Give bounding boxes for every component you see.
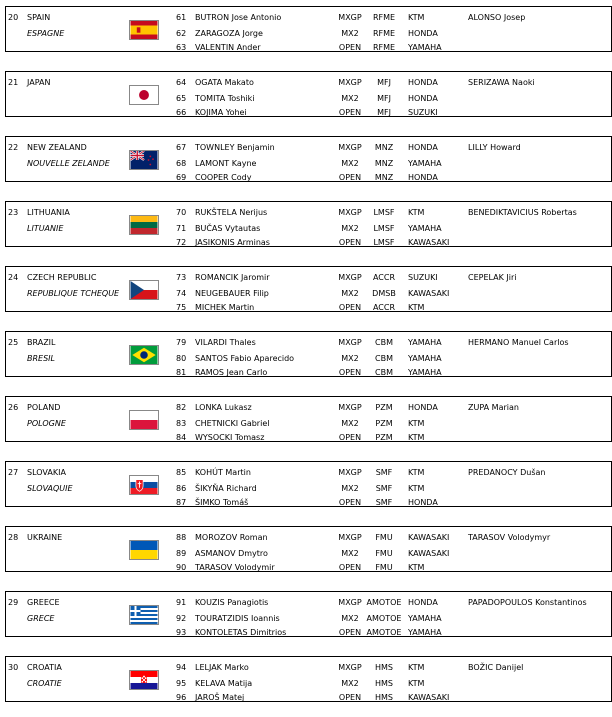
rider-num: 83: [176, 419, 187, 428]
team-rank: 26: [8, 403, 19, 412]
rider-bike: YAMAHA: [408, 614, 442, 623]
country-name: NEW ZEALAND: [27, 143, 87, 152]
team-block: [5, 591, 612, 637]
team-rank: 21: [8, 78, 19, 87]
rider-num: 82: [176, 403, 187, 412]
team-manager: PAPADOPOULOS Konstantinos: [468, 598, 587, 607]
rider-class: MX2: [341, 289, 359, 298]
rider-class: MX2: [341, 29, 359, 38]
rider-num: 96: [176, 693, 187, 702]
rider-num: 69: [176, 173, 187, 182]
team-block: [5, 331, 612, 377]
rider-fed: DMSB: [372, 289, 396, 298]
country-name: GREECE: [27, 598, 60, 607]
rider-num: 84: [176, 433, 187, 442]
team-rank: 25: [8, 338, 19, 347]
rider-class: MXGP: [338, 273, 362, 282]
rider-bike: HONDA: [408, 598, 438, 607]
team-rank: 20: [8, 13, 19, 22]
rider-name: BUTRON Jose Antonio: [195, 13, 282, 22]
team-manager: BOŽIC Danijel: [468, 663, 524, 672]
team-block: [5, 136, 612, 182]
country-name: SLOVAKIA: [27, 468, 66, 477]
rider-num: 95: [176, 679, 187, 688]
rider-name: KELAVA Matija: [195, 679, 253, 688]
rider-num: 89: [176, 549, 187, 558]
country-name-french: POLOGNE: [27, 419, 66, 428]
rider-name: ŠIMKO Tomáš: [195, 498, 249, 507]
rider-num: 79: [176, 338, 187, 347]
rider-fed: CBM: [375, 338, 393, 347]
rider-bike: YAMAHA: [408, 354, 442, 363]
rider-num: 62: [176, 29, 187, 38]
rider-bike: KTM: [408, 563, 425, 572]
country-name: LITHUANIA: [27, 208, 70, 217]
rider-bike: SUZUKI: [408, 273, 438, 282]
rider-num: 67: [176, 143, 187, 152]
rider-fed: ACCR: [372, 273, 396, 282]
rider-fed: LMSF: [373, 238, 395, 247]
team-manager: LILLY Howard: [468, 143, 521, 152]
rider-bike: KTM: [408, 468, 425, 477]
rider-bike: KAWASAKI: [408, 693, 450, 702]
rider-fed: MFJ: [377, 108, 391, 117]
rider-fed: SMF: [375, 498, 393, 507]
rider-class: MXGP: [338, 598, 362, 607]
rider-class: MXGP: [338, 338, 362, 347]
rider-num: 73: [176, 273, 187, 282]
country-name-french: ESPAGNE: [27, 29, 65, 38]
country-name-french: SLOVAQUIE: [27, 484, 73, 493]
rider-num: 90: [176, 563, 187, 572]
country-name-french: LITUANIE: [27, 224, 64, 233]
ukraine-flag-icon: [129, 540, 159, 560]
rider-num: 64: [176, 78, 187, 87]
rider-class: MX2: [341, 224, 359, 233]
rider-class: MX2: [341, 94, 359, 103]
rider-num: 87: [176, 498, 187, 507]
rider-num: 68: [176, 159, 187, 168]
rider-fed: RFME: [372, 29, 396, 38]
rider-fed: FMU: [375, 563, 393, 572]
rider-name: SANTOS Fabio Aparecido: [195, 354, 295, 363]
rider-num: 74: [176, 289, 187, 298]
rider-fed: MFJ: [377, 94, 391, 103]
rider-num: 65: [176, 94, 187, 103]
rider-class: MXGP: [338, 13, 362, 22]
rider-bike: YAMAHA: [408, 338, 442, 347]
rider-class: OPEN: [338, 43, 362, 52]
rider-fed: PZM: [375, 433, 393, 442]
rider-class: MX2: [341, 419, 359, 428]
rider-fed: SMF: [375, 468, 393, 477]
rider-name: VILARDI Thales: [195, 338, 256, 347]
rider-bike: YAMAHA: [408, 628, 442, 637]
team-block: [5, 6, 612, 52]
rider-name: COOPER Cody: [195, 173, 252, 182]
rider-fed: MFJ: [377, 78, 391, 87]
rider-bike: KAWASAKI: [408, 533, 450, 542]
rider-bike: YAMAHA: [408, 159, 442, 168]
rider-fed: PZM: [375, 419, 393, 428]
rider-name: KOHÚT Martin: [195, 468, 251, 477]
rider-num: 71: [176, 224, 187, 233]
rider-class: OPEN: [338, 433, 362, 442]
rider-class: OPEN: [338, 238, 362, 247]
rider-bike: KTM: [408, 679, 425, 688]
team-manager: SERIZAWA Naoki: [468, 78, 535, 87]
rider-name: TOWNLEY Benjamin: [195, 143, 275, 152]
team-manager: ALONSO Josep: [468, 13, 526, 22]
team-block: [5, 396, 612, 442]
team-block: [5, 71, 612, 117]
rider-class: OPEN: [338, 628, 362, 637]
rider-class: MX2: [341, 549, 359, 558]
rider-num: 72: [176, 238, 187, 247]
rider-num: 94: [176, 663, 187, 672]
rider-name: TOURATZIDIS Ioannis: [195, 614, 280, 623]
rider-fed: MNZ: [374, 143, 394, 152]
team-manager: TARASOV Volodymyr: [468, 533, 551, 542]
rider-name: OGATA Makato: [195, 78, 254, 87]
rider-fed: RFME: [372, 13, 396, 22]
rider-fed: AMOTOE: [366, 614, 402, 623]
brazil-flag-icon: [129, 345, 159, 365]
rider-fed: FMU: [375, 533, 393, 542]
rider-name: TARASOV Volodymir: [195, 563, 275, 572]
rider-name: NEUGEBAUER Filip: [195, 289, 269, 298]
spain-flag-icon: [129, 20, 159, 40]
rider-fed: LMSF: [373, 208, 395, 217]
team-block: [5, 656, 612, 702]
rider-name: RUKŠTELA Nerijus: [195, 208, 268, 217]
rider-name: TOMITA Toshiki: [195, 94, 255, 103]
team-manager: ZUPA Marian: [468, 403, 519, 412]
rider-num: 91: [176, 598, 187, 607]
rider-name: LONKA Lukasz: [195, 403, 252, 412]
czech-flag-icon: [129, 280, 159, 300]
team-rank: 28: [8, 533, 19, 542]
rider-class: MX2: [341, 354, 359, 363]
rider-fed: HMS: [375, 693, 393, 702]
rider-bike: KTM: [408, 13, 425, 22]
croatia-flag-icon: [129, 670, 159, 690]
rider-class: MX2: [341, 614, 359, 623]
rider-num: 75: [176, 303, 187, 312]
poland-flag-icon: [129, 410, 159, 430]
team-block: [5, 461, 612, 507]
country-name-french: NOUVELLE ZELANDE: [27, 159, 110, 168]
team-manager: BENEDIKTAVICIUS Robertas: [468, 208, 577, 217]
rider-num: 88: [176, 533, 187, 542]
rider-fed: ACCR: [372, 303, 396, 312]
rider-name: KONTOLETAS Dimitrios: [195, 628, 287, 637]
rider-bike: YAMAHA: [408, 224, 442, 233]
rider-bike: KTM: [408, 663, 425, 672]
greece-flag-icon: [129, 605, 159, 625]
rider-class: MXGP: [338, 533, 362, 542]
rider-class: MXGP: [338, 143, 362, 152]
team-rank: 24: [8, 273, 19, 282]
rider-fed: MNZ: [374, 159, 394, 168]
rider-bike: HONDA: [408, 143, 438, 152]
country-name-french: REPUBLIQUE TCHEQUE: [27, 289, 120, 298]
rider-bike: HONDA: [408, 498, 438, 507]
rider-name: LELJAK Marko: [195, 663, 249, 672]
rider-name: ROMANCIK Jaromir: [195, 273, 270, 282]
country-name: CZECH REPUBLIC: [27, 273, 97, 282]
rider-fed: AMOTOE: [366, 598, 402, 607]
country-name-french: BRESIL: [27, 354, 55, 363]
rider-num: 66: [176, 108, 187, 117]
rider-bike: HONDA: [408, 173, 438, 182]
rider-num: 92: [176, 614, 187, 623]
rider-bike: KTM: [408, 419, 425, 428]
rider-bike: YAMAHA: [408, 368, 442, 377]
country-name-french: CROATIE: [27, 679, 62, 688]
rider-name: KOUZIS Panagiotis: [195, 598, 269, 607]
rider-fed: FMU: [375, 549, 393, 558]
team-rank: 23: [8, 208, 19, 217]
rider-fed: CBM: [375, 354, 393, 363]
rider-bike: HONDA: [408, 94, 438, 103]
team-block: [5, 201, 612, 247]
rider-num: 70: [176, 208, 187, 217]
team-rank: 29: [8, 598, 19, 607]
country-name: BRAZIL: [27, 338, 56, 347]
rider-fed: LMSF: [373, 224, 395, 233]
lithuania-flag-icon: [129, 215, 159, 235]
rider-name: MOROZOV Roman: [195, 533, 268, 542]
rider-name: BUČAS Vytautas: [195, 224, 261, 233]
rider-name: CHETNICKI Gabriel: [195, 419, 270, 428]
rider-bike: KAWASAKI: [408, 289, 450, 298]
rider-name: JAROŠ Matej: [195, 693, 245, 702]
rider-class: MX2: [341, 679, 359, 688]
rider-bike: KTM: [408, 208, 425, 217]
rider-class: MXGP: [338, 208, 362, 217]
rider-bike: HONDA: [408, 78, 438, 87]
country-name: UKRAINE: [27, 533, 63, 542]
rider-num: 85: [176, 468, 187, 477]
rider-class: MX2: [341, 484, 359, 493]
rider-fed: SMF: [375, 484, 393, 493]
rider-name: KOJIMA Yohei: [195, 108, 247, 117]
team-rank: 27: [8, 468, 19, 477]
team-rank: 22: [8, 143, 19, 152]
rider-fed: HMS: [375, 679, 393, 688]
slovakia-flag-icon: [129, 475, 159, 495]
rider-bike: KTM: [408, 484, 425, 493]
rider-num: 93: [176, 628, 187, 637]
rider-class: OPEN: [338, 173, 362, 182]
country-name: JAPAN: [27, 78, 51, 87]
rider-num: 81: [176, 368, 187, 377]
rider-bike: KAWASAKI: [408, 238, 450, 247]
team-block: [5, 266, 612, 312]
rider-bike: SUZUKI: [408, 108, 438, 117]
rider-name: MICHEK Martin: [195, 303, 255, 312]
rider-name: RAMOS Jean Carlo: [195, 368, 268, 377]
rider-class: OPEN: [338, 563, 362, 572]
country-name: CROATIA: [27, 663, 62, 672]
rider-class: MXGP: [338, 468, 362, 477]
rider-class: OPEN: [338, 693, 362, 702]
rider-class: OPEN: [338, 368, 362, 377]
rider-fed: HMS: [375, 663, 393, 672]
rider-class: OPEN: [338, 108, 362, 117]
rider-name: VALENTIN Ander: [195, 43, 261, 52]
rider-num: 80: [176, 354, 187, 363]
country-name: POLAND: [27, 403, 61, 412]
rider-bike: YAMAHA: [408, 43, 442, 52]
rider-name: LAMONT Kayne: [195, 159, 257, 168]
rider-bike: HONDA: [408, 29, 438, 38]
new-zealand-flag-icon: [129, 150, 159, 170]
team-manager: HERMANO Manuel Carlos: [468, 338, 569, 347]
rider-class: MXGP: [338, 663, 362, 672]
team-manager: CEPELAK Jiri: [468, 273, 517, 282]
rider-fed: MNZ: [374, 173, 394, 182]
rider-bike: KAWASAKI: [408, 549, 450, 558]
rider-fed: RFME: [372, 43, 396, 52]
rider-name: JASIKONIS Arminas: [195, 238, 270, 247]
team-rank: 30: [8, 663, 19, 672]
rider-class: MXGP: [338, 403, 362, 412]
rider-num: 86: [176, 484, 187, 493]
team-manager: PREDANOCY Dušan: [468, 468, 546, 477]
country-name: SPAIN: [27, 13, 51, 22]
rider-bike: HONDA: [408, 403, 438, 412]
rider-name: WYSOCKI Tomasz: [195, 433, 265, 442]
rider-fed: CBM: [375, 368, 393, 377]
team-block: [5, 526, 612, 572]
rider-name: ASMANOV Dmytro: [195, 549, 268, 558]
rider-class: MXGP: [338, 78, 362, 87]
japan-flag-icon: [129, 85, 159, 105]
rider-bike: KTM: [408, 433, 425, 442]
country-name-french: GRECE: [27, 614, 55, 623]
rider-name: ŠIKYŇA Richard: [195, 484, 257, 493]
rider-fed: PZM: [375, 403, 393, 412]
rider-name: ZARAGOZA Jorge: [195, 29, 263, 38]
rider-class: OPEN: [338, 498, 362, 507]
rider-fed: AMOTOE: [366, 628, 402, 637]
rider-num: 61: [176, 13, 187, 22]
rider-class: MX2: [341, 159, 359, 168]
rider-class: OPEN: [338, 303, 362, 312]
rider-bike: KTM: [408, 303, 425, 312]
rider-num: 63: [176, 43, 187, 52]
